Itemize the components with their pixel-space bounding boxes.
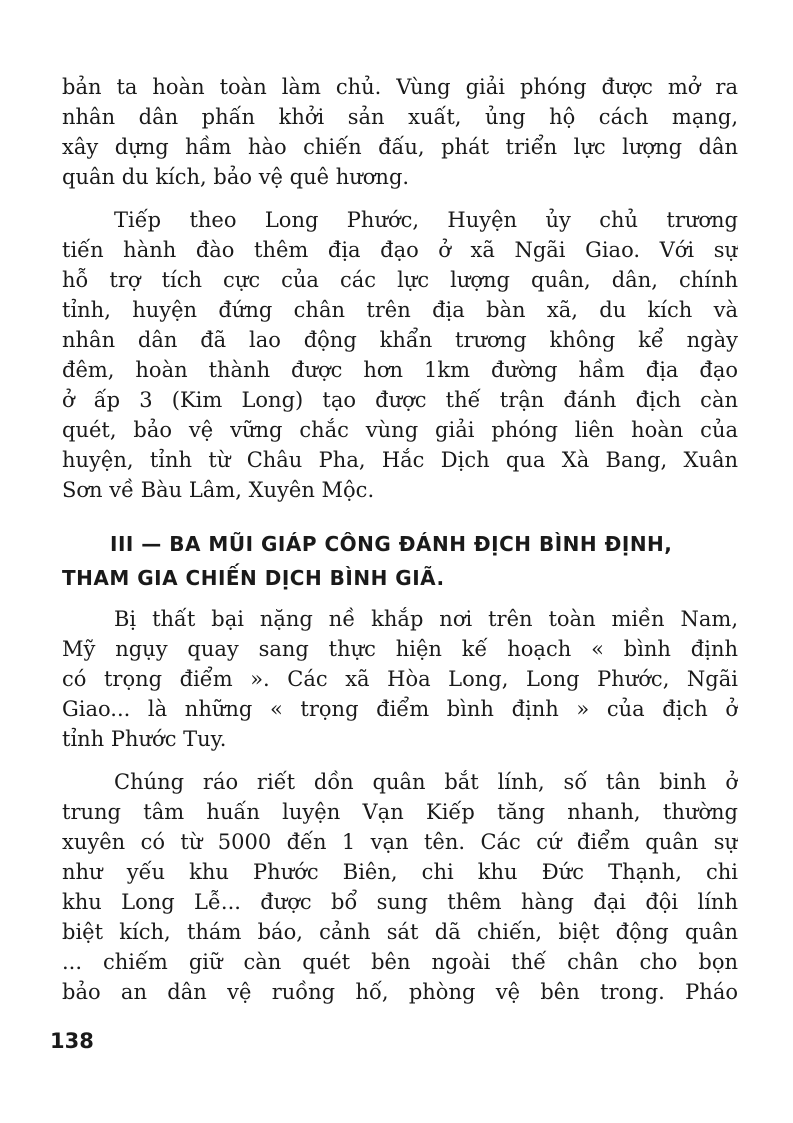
text-line: biệt kích, thám báo, cảnh sát dã chiến, biệt động quân [62,920,738,944]
paragraph-2 [62,205,738,505]
heading-line: III — BA MŨI GIÁP CÔNG ĐÁNH ĐỊCH BÌNH ĐỊNH, [110,532,673,556]
text-line: ... chiếm giữ càn quét bên ngoài thế chân cho bọn [62,950,738,974]
text-line: đêm, hoàn thành được hơn 1km đường hầm địa đạo [62,358,738,382]
text-line: quét, bảo vệ vững chắc vùng giải phóng liên hoàn của [62,418,738,442]
text-line: Sơn về Bàu Lâm, Xuyên Mộc. [62,478,375,502]
paragraph-4 [62,767,738,1007]
text-line: khu Long Lễ... được bổ sung thêm hàng đại đội lính [62,890,738,914]
heading-line: THAM GIA CHIẾN DỊCH BÌNH GIÃ. [62,566,445,590]
text-line: Tiếp theo Long Phước, Huyện ủy chủ trương [114,208,738,232]
text-line: xây dựng hầm hào chiến đấu, phát triển lực lượng dân [62,135,738,159]
text-line: huyện, tỉnh từ Châu Pha, Hắc Dịch qua Xà Bang, Xuân [62,448,738,472]
text-line: trung tâm huấn luyện Vạn Kiếp tăng nhanh, thường [62,800,738,824]
text-line: hỗ trợ tích cực của các lực lượng quân, dân, chính [62,268,738,292]
text-line: Giao... là những « trọng điểm bình định » của địch ở [62,697,738,721]
text-line: có trọng điểm ». Các xã Hòa Long, Long Phước, Ngãi [62,667,738,691]
text-line: tiến hành đào thêm địa đạo ở xã Ngãi Giao. Với sự [62,238,738,262]
paragraph-3 [62,604,738,754]
text-line: nhân dân đã lao động khẩn trương không kể ngày [62,328,738,352]
text-line: ở ấp 3 (Kim Long) tạo được thế trận đánh địch càn [62,388,738,412]
text-line: nhân dân phấn khởi sản xuất, ủng hộ cách mạng, [62,105,738,129]
section-heading [62,527,738,595]
text-line: xuyên có từ 5000 đến 1 vạn tên. Các cứ điểm quân sự [62,830,738,854]
text-line: Mỹ ngụy quay sang thực hiện kế hoạch « bình định [62,637,738,661]
text-line: quân du kích, bảo vệ quê hương. [62,165,410,189]
text-line: tỉnh, huyện đứng chân trên địa bàn xã, du kích và [62,298,738,322]
text-line: bảo an dân vệ ruồng hố, phòng vệ bên trong. Pháo [62,980,738,1004]
text-line: bản ta hoàn toàn làm chủ. Vùng giải phóng được mở ra [62,75,738,99]
page-number: 138 [50,1029,94,1053]
text-line: Chúng ráo riết dồn quân bắt lính, số tân binh ở [114,770,738,794]
text-line: Bị thất bại nặng nề khắp nơi trên toàn miền Nam, [114,607,738,631]
paragraph-1 [62,72,738,192]
text-line: tỉnh Phước Tuy. [62,727,227,751]
text-line: như yếu khu Phước Biên, chi khu Đức Thạnh, chi [62,860,738,884]
